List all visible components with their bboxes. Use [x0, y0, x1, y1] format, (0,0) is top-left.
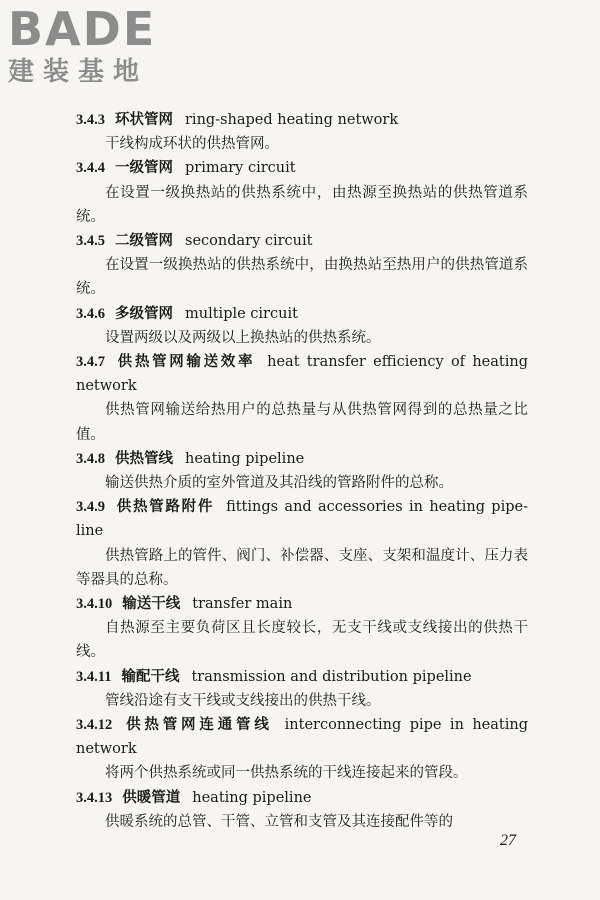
term-entry-3-4-6 — [76, 302, 528, 350]
term-number: 3.4.12 — [76, 717, 113, 734]
term-heading — [76, 229, 528, 253]
term-entry-3-4-4 — [76, 156, 528, 229]
term-entry-3-4-5 — [76, 229, 528, 302]
term-chinese: 供热管网输送效率 — [115, 353, 256, 371]
term-english: ring-shaped heating network — [185, 112, 399, 128]
term-definition: 在设置一级换热站的供热系统中，由热源至换热站的供热管道系统。 — [76, 184, 528, 225]
term-english: interconnecting pipe in heating network — [76, 717, 528, 758]
term-definition: 管线沿途有支干线或支线接出的供热干线。 — [105, 692, 381, 709]
term-english: heating pipeline — [192, 789, 312, 806]
term-definition: 将两个供热系统或同一供热系统的干线连接起来的管段。 — [105, 765, 468, 782]
term-entry-3-4-7 — [76, 350, 528, 447]
term-definition: 供暖系统的总管、干管、立管和支管及其连接配件等的 — [105, 813, 453, 830]
term-chinese: 供热管线 — [115, 449, 173, 467]
term-number: 3.4.9 — [76, 499, 105, 516]
term-english: heating pipeline — [185, 450, 305, 467]
term-english: transmission and distribution pipeline — [191, 668, 472, 685]
term-chinese: 环状管网 — [115, 111, 173, 128]
term-number: 3.4.10 — [76, 596, 113, 613]
term-number: 3.4.11 — [76, 668, 112, 685]
term-chinese: 供热管路附件 — [115, 498, 215, 516]
term-definition: 输送供热介质的室外管道及其沿线的管路附件的总称。 — [105, 475, 453, 492]
term-entry-3-4-12 — [76, 713, 528, 786]
term-number: 3.4.7 — [76, 354, 105, 371]
term-english: heat transfer efficiency of heating network — [76, 354, 528, 395]
term-chinese: 二级管网 — [115, 232, 173, 250]
term-number: 3.4.6 — [76, 305, 105, 322]
watermark-brand-en: BADE — [8, 2, 157, 56]
term-heading — [76, 495, 528, 543]
term-chinese: 供暖管道 — [122, 788, 181, 806]
term-chinese: 一级管网 — [115, 159, 173, 177]
document-body — [76, 108, 528, 834]
term-chinese: 供热管网连通管线 — [122, 716, 273, 734]
term-number: 3.4.3 — [76, 112, 105, 128]
term-english: fittings and accessories in heating pipe-line — [76, 499, 528, 540]
term-definition: 自热源至主要负荷区且长度较长，无支干线或支线接出的供热干线。 — [76, 620, 528, 661]
brand-watermark — [8, 4, 178, 96]
term-english: primary circuit — [185, 160, 296, 177]
term-heading — [76, 786, 528, 810]
term-definition: 供热管网输送给热用户的总热量与从供热管网得到的总热量之比值。 — [76, 402, 528, 443]
term-chinese: 多级管网 — [115, 304, 173, 322]
term-english: multiple circuit — [185, 305, 298, 322]
term-entry-3-4-10 — [76, 592, 528, 665]
term-number: 3.4.8 — [76, 450, 105, 467]
term-number: 3.4.5 — [76, 233, 105, 250]
term-heading — [76, 156, 528, 180]
term-english: transfer main — [192, 596, 293, 613]
page-number: 27 — [500, 832, 516, 849]
term-english: secondary circuit — [185, 233, 313, 250]
term-number: 3.4.4 — [76, 160, 105, 177]
term-definition: 供热管路上的管件、阀门、补偿器、支座、支架和温度计、压力表等器具的总称。 — [76, 547, 528, 588]
term-definition: 在设置一级换热站的供热系统中，由换热站至热用户的供热管道系统。 — [76, 257, 528, 298]
term-heading — [76, 592, 528, 616]
term-heading — [76, 665, 528, 689]
term-entry-3-4-11 — [76, 665, 528, 713]
watermark-brand-cn: 建装基地 — [8, 57, 149, 87]
term-heading — [76, 108, 528, 132]
term-entry-3-4-13 — [76, 786, 528, 834]
term-heading — [76, 350, 528, 398]
term-chinese: 输送干线 — [122, 595, 181, 613]
term-heading — [76, 447, 528, 471]
term-entry-3-4-8 — [76, 447, 528, 495]
term-definition: 干线构成环状的供热管网。 — [105, 136, 279, 153]
term-entry-3-4-9 — [76, 495, 528, 592]
term-heading — [76, 713, 528, 761]
term-heading — [76, 302, 528, 326]
term-chinese: 输配干线 — [121, 667, 180, 685]
term-entry-3-4-3 — [76, 108, 528, 156]
term-number: 3.4.13 — [76, 789, 113, 806]
term-definition: 设置两级以及两级以上换热站的供热系统。 — [105, 329, 381, 346]
